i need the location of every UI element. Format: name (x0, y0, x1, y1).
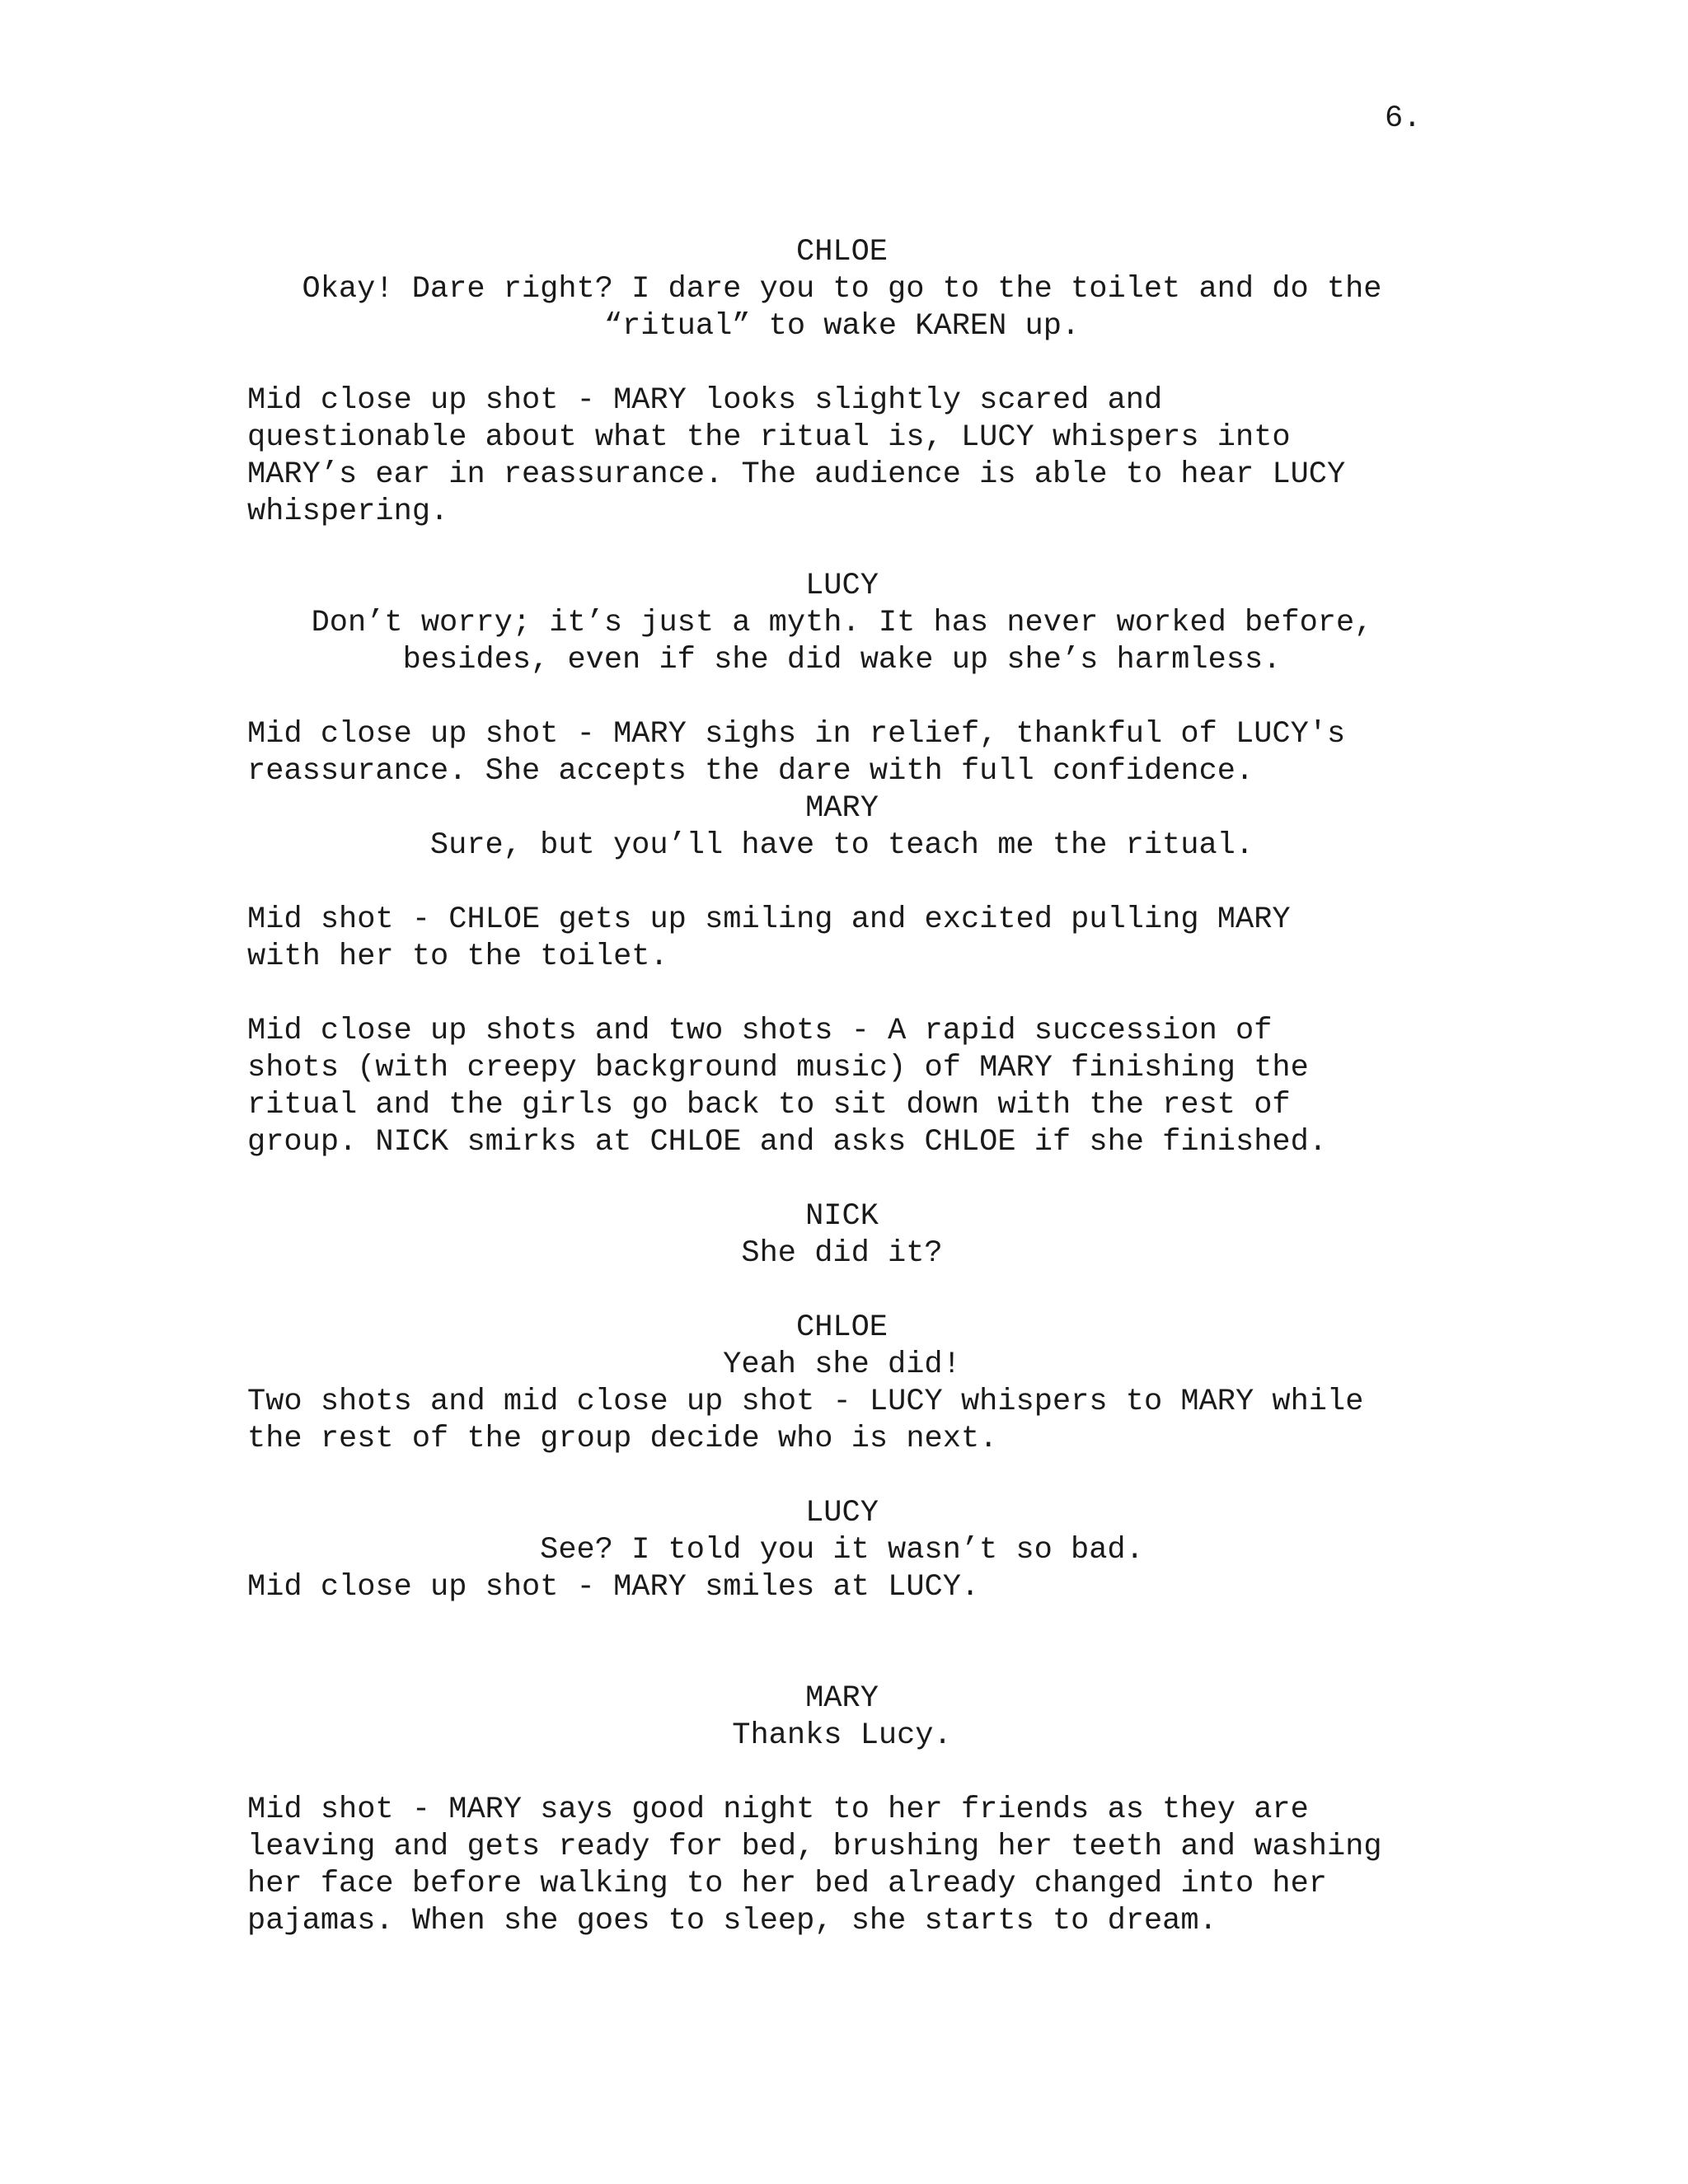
action-description (247, 1384, 1437, 1458)
character-name: LUCY (805, 569, 879, 603)
action-line: her face before walking to her bed already changed into her (247, 1867, 1328, 1901)
dialogue (247, 1532, 1437, 1569)
character-name: LUCY (805, 1496, 879, 1530)
character-name: MARY (805, 791, 879, 826)
action-description (247, 902, 1437, 976)
dialogue-line: Don’t worry; it’s just a myth. It has never worked before, (311, 606, 1373, 640)
page-number: 6. (1385, 101, 1422, 136)
dialogue-line: besides, even if she did wake up she’s harmless. (402, 643, 1282, 677)
action-line: with her to the toilet. (247, 940, 668, 974)
dialogue (247, 1718, 1437, 1755)
action-line: the rest of the group decide who is next. (247, 1422, 998, 1456)
dialogue-line: Yeah she did! (723, 1347, 961, 1382)
dialogue (247, 271, 1437, 345)
dialogue-line: Thanks Lucy. (732, 1718, 952, 1753)
dialogue-line: “ritual” to wake KAREN up. (603, 309, 1081, 344)
character-name: MARY (805, 1681, 879, 1716)
character-name: NICK (805, 1199, 879, 1234)
action-line: ritual and the girls go back to sit down with the rest of (247, 1088, 1291, 1122)
action-description (247, 716, 1437, 790)
action-line: Mid close up shots and two shots - A rapid succession of (247, 1014, 1273, 1048)
action-line: reassurance. She accepts the dare with full confidence. (247, 754, 1254, 789)
action-description (247, 1569, 1437, 1606)
dialogue-line: Sure, but you’ll have to teach me the ritual. (429, 828, 1254, 863)
dialogue-line: She did it? (741, 1236, 943, 1271)
action-line: pajamas. When she goes to sleep, she starts to dream. (247, 1904, 1217, 1938)
action-description (247, 1792, 1437, 1940)
action-line: whispering. (247, 494, 449, 529)
action-line: Mid close up shot - MARY looks slightly scared and (247, 383, 1163, 418)
action-line: shots (with creepy background music) of MARY finishing the (247, 1051, 1309, 1085)
dialogue-line: Okay! Dare right? I dare you to go to the toilet and do the (302, 272, 1382, 307)
action-line: questionable about what the ritual is, LUCY whispers into (247, 420, 1291, 455)
action-description (247, 1013, 1437, 1161)
dialogue (247, 1235, 1437, 1272)
action-line: MARY’s ear in reassurance. The audience is able to hear LUCY (247, 457, 1346, 492)
action-line: Mid close up shot - MARY smiles at LUCY. (247, 1570, 980, 1605)
character-name: CHLOE (795, 1310, 889, 1345)
dialogue (247, 605, 1437, 679)
dialogue-line: See? I told you it wasn’t so bad. (540, 1533, 1144, 1568)
action-line: Mid close up shot - MARY sighs in relief, thankful of LUCY's (247, 717, 1346, 752)
action-line: Mid shot - MARY says good night to her friends as they are (247, 1793, 1309, 1827)
action-line: Two shots and mid close up shot - LUCY whispers to MARY while (247, 1385, 1364, 1419)
character-name: CHLOE (795, 235, 889, 269)
action-description (247, 382, 1437, 531)
action-line: group. NICK smirks at CHLOE and asks CHLOE if she finished. (247, 1125, 1328, 1160)
dialogue (247, 827, 1437, 865)
dialogue (247, 1347, 1437, 1384)
action-line: Mid shot - CHLOE gets up smiling and excited pulling MARY (247, 902, 1291, 937)
screenplay-body (247, 234, 1437, 1940)
action-line: leaving and gets ready for bed, brushing her teeth and washing (247, 1830, 1382, 1864)
